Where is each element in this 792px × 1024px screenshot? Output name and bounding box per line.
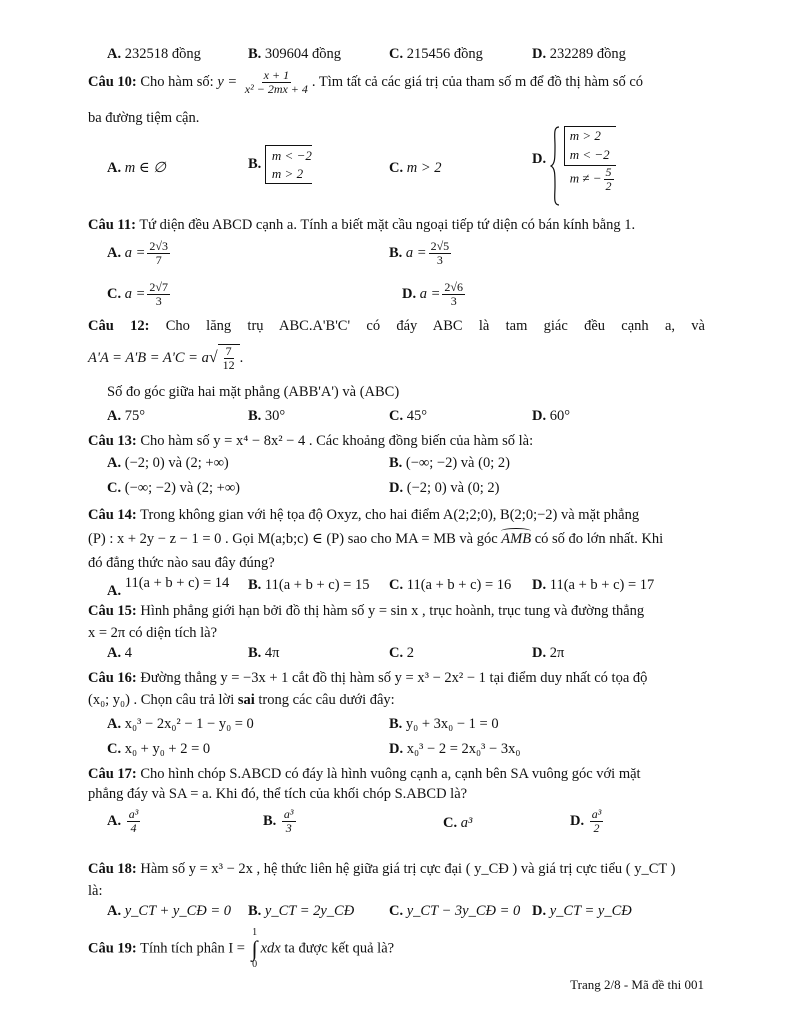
q10-stem [88,69,643,96]
q17-line1: Câu 17: Cho hình chóp S.ABCD có đáy là hình vuông cạnh a, cạnh bên SA vuông góc với mặt [88,766,641,782]
q10-option-d: D. m > 2 m < −2 m ≠ − $\frac{5}{2}$ [532,126,616,193]
q12-equation: A'A = A'B = A'C = a√ $\frac{7}{12}$ . [88,344,244,373]
q18-option-d: D. y_CT = y_CĐ [532,903,632,919]
q10-option-c: C. m > 2 [389,160,442,176]
q15-option-d: D. 2π [532,645,565,661]
q9-option-a [107,46,201,63]
q9-option-c [389,46,483,63]
brace-icon [550,126,560,206]
q10-post: . Tìm tất cả các giá trị của tham số m để đồ thị hàm số có [311,74,644,91]
q18-option-b: B. y_CT = 2y_CĐ [248,903,355,919]
q9-a-text: 232518 đồng [124,46,201,62]
q14-line3: đó đẳng thức nào sau đây đúng? [88,555,275,571]
q9-b-label: B. [248,46,262,62]
q13-option-d: D. (−2; 0) và (0; 2) [389,480,500,496]
q14-option-c: C. 11(a + b + c) = 16 [389,577,512,593]
q12-option-b: B. 30° [248,408,286,424]
q12-line3: Số đo góc giữa hai mặt phẳng (ABB'A') và (ABC) [107,384,400,400]
q12-option-c: C. 45° [389,408,428,424]
q9-d-text: 232289 đồng [549,46,626,62]
q17-option-d: D. $\frac{\text{a³}}{2}$ [570,807,602,836]
q9-c-text: 215456 đồng [406,46,483,62]
q14-arc: AMB [501,531,532,547]
q11-option-d: D. a = $\frac{2√6}{3}$ [402,280,463,309]
q9-c-label: C. [389,46,404,62]
q10-d-brace: m > 2 m < −2 m ≠ − $\frac{5}{2}$ [550,126,616,193]
q16-option-c: C. x₀ + y₀ + 2 = 0 [107,741,211,757]
q9-option-b [248,46,341,63]
q9-b-text: 309604 đồng [264,46,342,62]
page-footer: Trang 2/8 - Mã đề thi 001 [570,977,704,992]
q10-option-b: B. m < −2 m > 2 [248,145,312,184]
q10-y: y = [217,74,238,91]
q15-line2: x = 2π có diện tích là? [88,625,218,641]
q12-option-d: D. 60° [532,408,571,424]
q14-line2: (P) : x + 2y − z − 1 = 0 . Gọi M(a;b;c) ∈ (P) sao cho MA = MB và góc AMB có số đo lớn nhất. Khi [88,531,664,547]
q12-stem: Câu 12: Cho lăng trụ ABC.A'B'C' có đáy ABC là tam giác đều cạnh a, và [88,318,705,334]
q17-option-c: C. a³ [443,815,473,831]
q9-d-label: D. [532,46,547,62]
q11-option-c: C. a = $\frac{2√7}{3}$ [107,280,168,309]
q14-option-d: D. 11(a + b + c) = 17 [532,577,655,593]
q13-option-b: B. (−∞; −2) và (0; 2) [389,455,510,471]
q18-option-c: C. y_CT − 3y_CĐ = 0 [389,903,521,919]
q11-stem: Câu 11: Tứ diện đều ABCD cạnh a. Tính a biết mặt cầu ngoại tiếp tứ diện có bán kính bằng 1. [88,217,636,233]
q16-line1: Câu 16: Đường thẳng y = −3x + 1 cắt đồ thị hàm số y = x³ − 2x² − 1 tại điểm duy nhất có tọa độ [88,670,648,686]
q10-pre: Cho hàm số: [140,74,214,91]
q19-stem: Câu 19: Tính tích phân I = 1 ∫ 0 xdx ta được kết quả là? [88,927,395,970]
q17-option-b: B. $\frac{\text{a³}}{3}$ [263,807,294,836]
q10-option-a: A. m ∈ ∅ [107,160,166,176]
q17-option-a: A. $\frac{\text{a³}}{4}$ [107,807,139,836]
q16-option-a: A. x₀³ − 2x₀² − 1 − y₀ = 0 [107,716,254,732]
q10-fraction: $\frac{x + 1}{\text{x² − 2mx + 4}}$ [244,68,308,97]
q13-option-a: A. (−2; 0) và (2; +∞) [107,455,229,471]
q15-option-b: B. 4π [248,645,280,661]
integral-icon: 1 ∫ 0 [251,927,258,970]
q17-line2: phẳng đáy và SA = a. Khi đó, thể tích của khối chóp S.ABCD là? [88,786,468,802]
q14-option-a: A. 11(a + b + c) = 14 [107,575,230,599]
q15-line1: Câu 15: Hình phẳng giới hạn bởi đồ thị hàm số y = sin x , trục hoành, trục tung và đường thẳng [88,603,645,619]
q18-line2: là: [88,883,103,899]
q18-option-a: A. y_CT + y_CĐ = 0 [107,903,232,919]
q12-option-a: A. 75° [107,408,146,424]
q11-option-b: B. a = $\frac{2√5}{3}$ [389,239,450,268]
q10-label: Câu 10: [88,74,137,91]
q16-option-b: B. y₀ + 3x₀ − 1 = 0 [389,716,499,732]
q16-option-d: D. x₀³ − 2 = 2x₀³ − 3x₀ [389,741,521,757]
q13-option-c: C. (−∞; −2) và (2; +∞) [107,480,240,496]
q9-a-label: A. [107,46,122,62]
q18-line1: Câu 18: Hàm số y = x³ − 2x , hệ thức liên hệ giữa giá trị cực đại ( y_CĐ ) và giá trị cực tiểu ( y_CT ) [88,861,676,877]
q14-option-b: B. 11(a + b + c) = 15 [248,577,370,593]
q11-option-a: A. a = $\frac{2√3}{7}$ [107,239,168,268]
q13-stem: Câu 13: Cho hàm số y = x⁴ − 8x² − 4 . Các khoảng đồng biến của hàm số là: [88,433,534,449]
q9-option-d [532,46,626,63]
q14-line1: Câu 14: Trong không gian với hệ tọa độ Oxyz, cho hai điểm A(2;2;0), B(2;0;−2) và mặt phẳng [88,507,640,523]
q10-line2: ba đường tiệm cận. [88,110,200,126]
q15-option-a: A. 4 [107,645,132,661]
q16-line2: (x₀; y₀) . Chọn câu trả lời sai trong các câu dưới đây: [88,692,395,708]
q15-option-c: C. 2 [389,645,414,661]
